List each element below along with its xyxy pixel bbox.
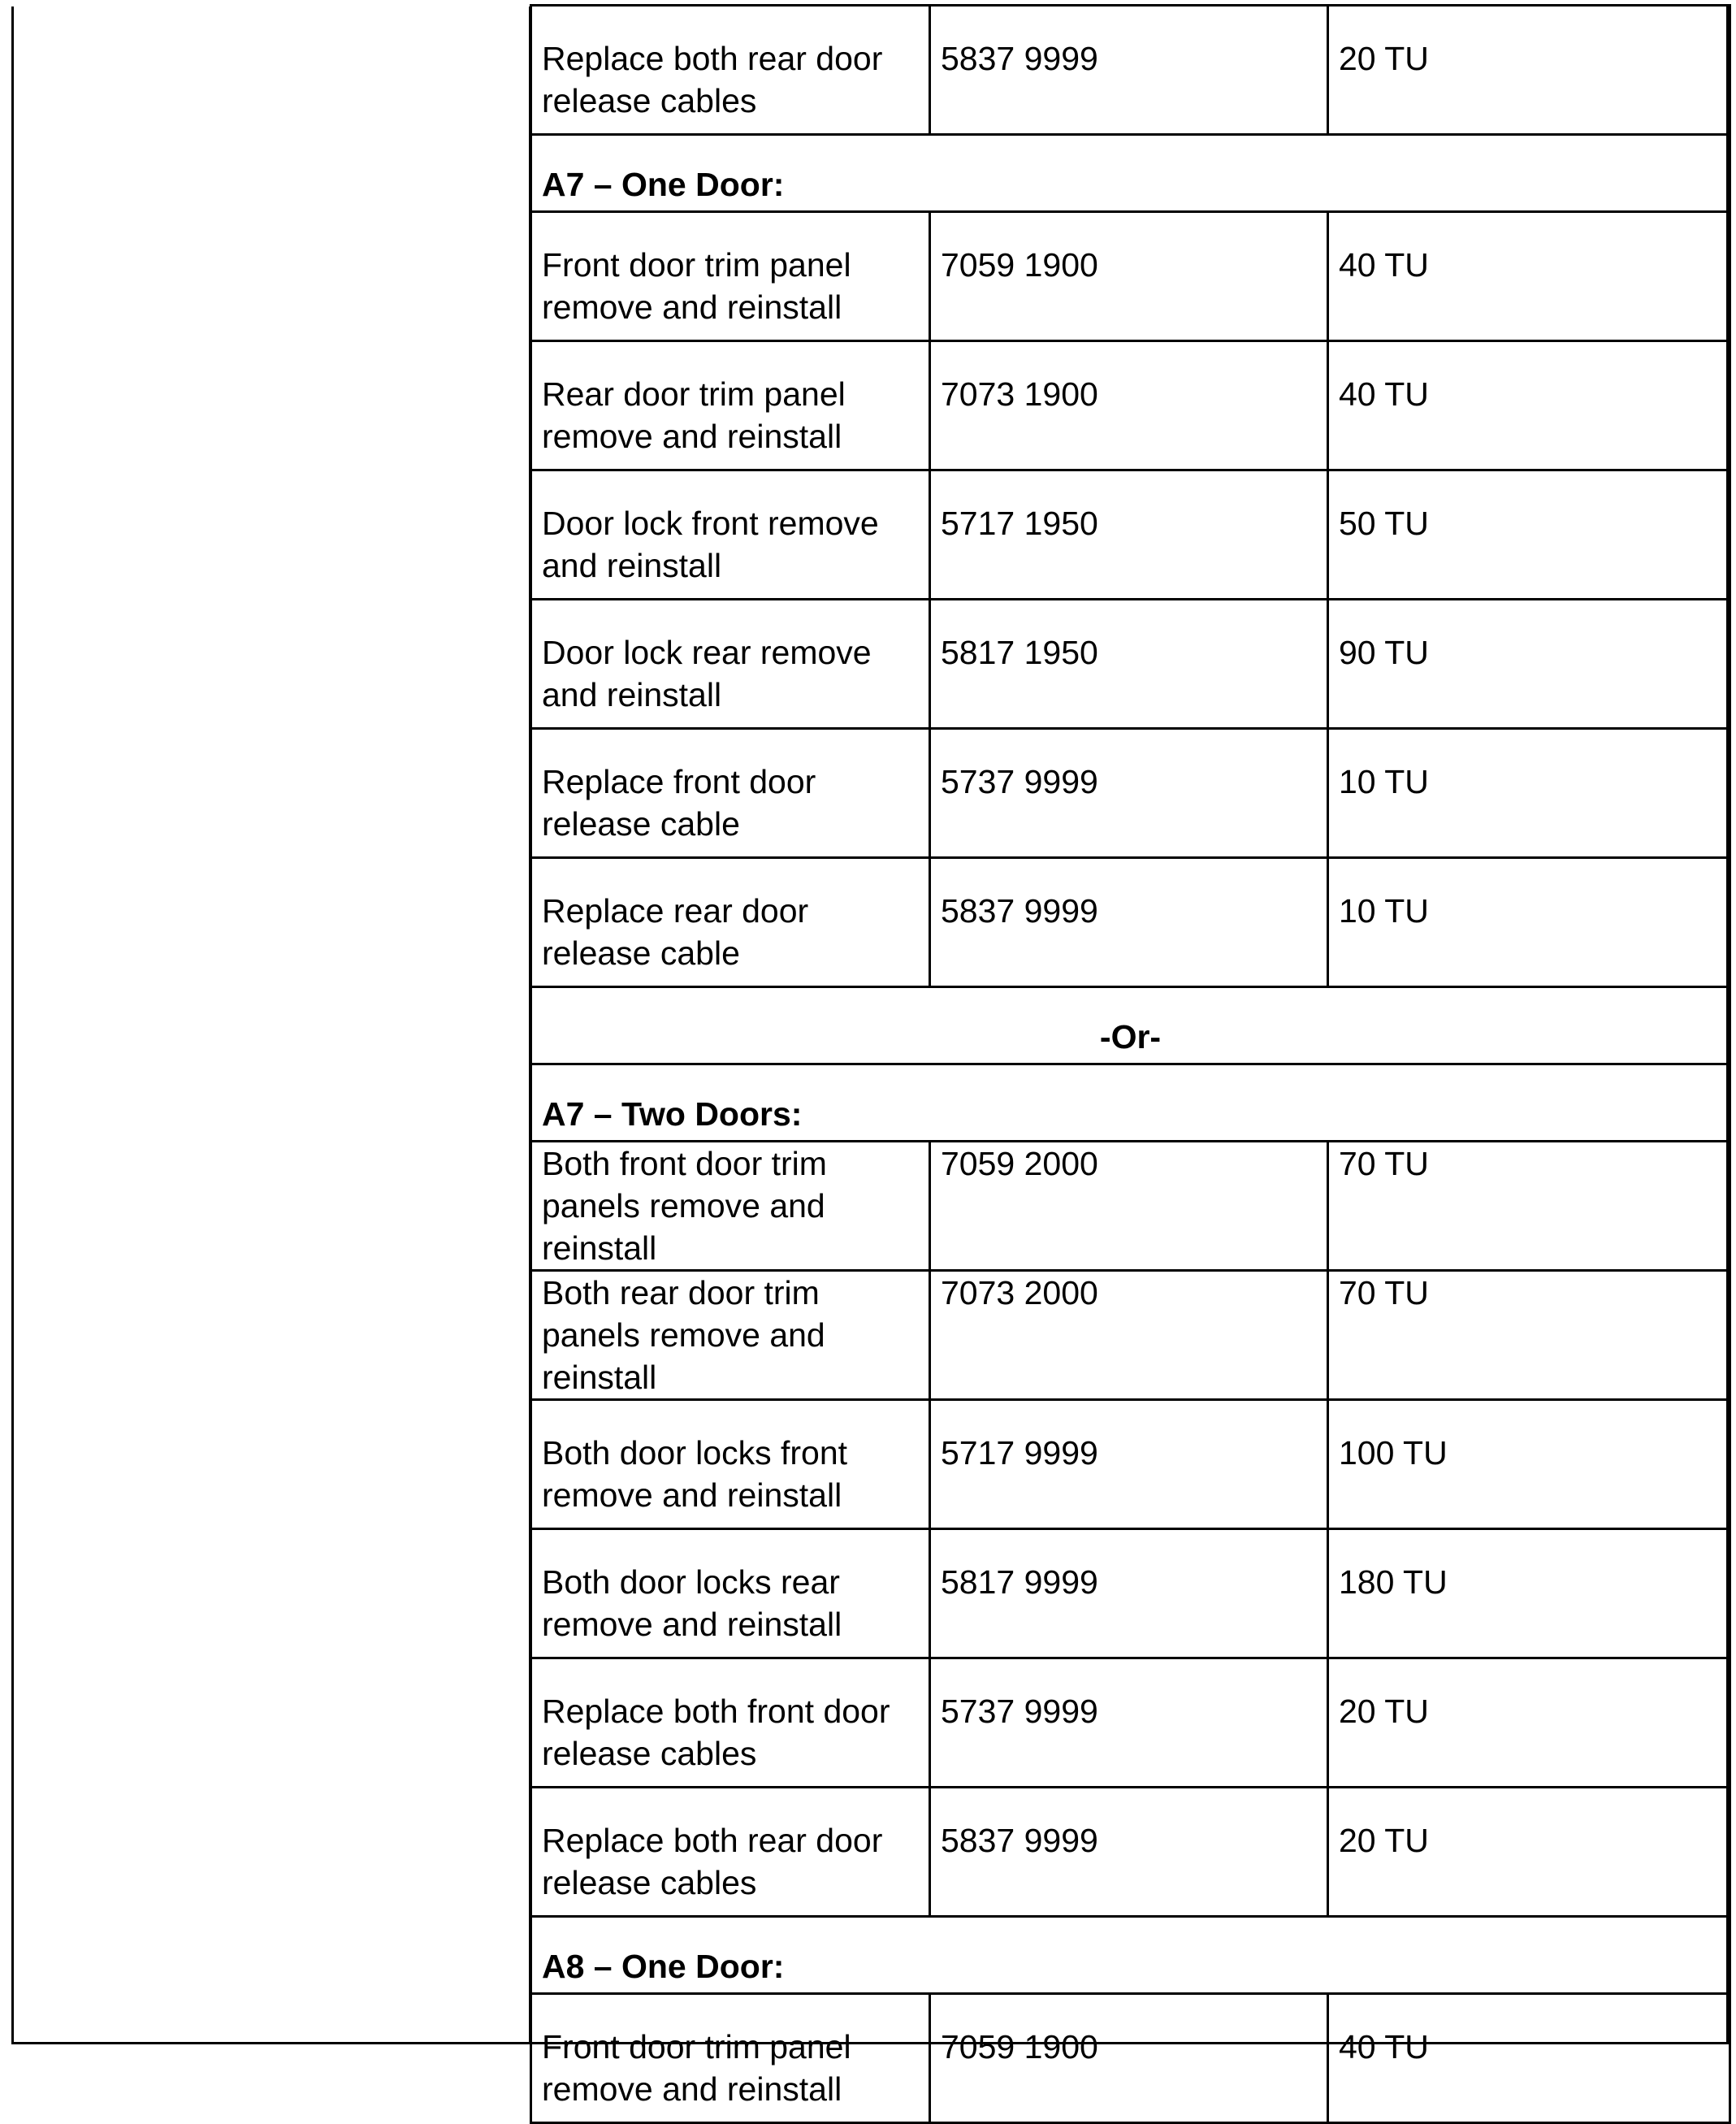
table-row	[531, 1658, 1730, 1788]
time-units: 10 TU	[1328, 858, 1730, 987]
time-units: 40 TU	[1328, 341, 1730, 470]
operation-code: 5837 9999	[930, 858, 1328, 987]
section-heading: A7 – Two Doors:	[531, 1064, 1730, 1142]
table-row	[531, 1529, 1730, 1658]
time-units: 40 TU	[1328, 1994, 1730, 2123]
time-units: 100 TU	[1328, 1400, 1730, 1529]
section-heading-row	[531, 1917, 1730, 1994]
operation-description: Replace rear door release cable	[531, 858, 930, 987]
operation-code: 5817 9999	[930, 1529, 1328, 1658]
table-row	[531, 6, 1730, 135]
labor-time-table-body	[531, 6, 1730, 2123]
section-heading-row	[531, 135, 1730, 212]
time-units: 10 TU	[1328, 729, 1730, 858]
operation-code: 7073 1900	[930, 341, 1328, 470]
section-heading: A8 – One Door:	[531, 1917, 1730, 1994]
or-separator-row	[531, 987, 1730, 1064]
operation-description: Replace both front door release cables	[531, 1658, 930, 1788]
time-units: 40 TU	[1328, 212, 1730, 341]
operation-description: Front door trim panel remove and reinstall	[531, 212, 930, 341]
operation-description: Door lock front remove and reinstall	[531, 470, 930, 600]
table-row	[531, 1271, 1730, 1400]
left-empty-column	[11, 7, 531, 2044]
table-row	[531, 1788, 1730, 1917]
operation-code: 5817 1950	[930, 600, 1328, 729]
section-heading-row	[531, 1064, 1730, 1142]
operation-description: Door lock rear remove and reinstall	[531, 600, 930, 729]
section-heading: A7 – One Door:	[531, 135, 1730, 212]
time-units: 20 TU	[1328, 1658, 1730, 1788]
operation-description: Both rear door trim panels remove and reinstall	[531, 1271, 930, 1400]
operation-description: Replace both rear door release cables	[531, 6, 930, 135]
time-units: 50 TU	[1328, 470, 1730, 600]
operation-code: 7059 2000	[930, 1142, 1328, 1271]
table-row	[531, 729, 1730, 858]
table-row	[531, 341, 1730, 470]
time-units: 20 TU	[1328, 6, 1730, 135]
operation-description: Replace front door release cable	[531, 729, 930, 858]
table-row	[531, 212, 1730, 341]
time-units: 70 TU	[1328, 1271, 1730, 1400]
table-row	[531, 1400, 1730, 1529]
or-separator: -Or-	[531, 987, 1730, 1064]
time-units: 20 TU	[1328, 1788, 1730, 1917]
operation-description: Replace both rear door release cables	[531, 1788, 930, 1917]
operation-description: Both front door trim panels remove and reinstall	[531, 1142, 930, 1271]
operation-code: 5717 1950	[930, 470, 1328, 600]
operation-description: Rear door trim panel remove and reinstall	[531, 341, 930, 470]
time-units: 70 TU	[1328, 1142, 1730, 1271]
time-units: 180 TU	[1328, 1529, 1730, 1658]
operation-description: Front door trim panel remove and reinstall	[531, 1994, 930, 2123]
operation-code: 5717 9999	[930, 1400, 1328, 1529]
table-row	[531, 600, 1730, 729]
operation-description: Both door locks front remove and reinstall	[531, 1400, 930, 1529]
operation-code: 5837 9999	[930, 1788, 1328, 1917]
operation-code: 5837 9999	[930, 6, 1328, 135]
labor-time-table	[530, 4, 1731, 2124]
operation-code: 7059 1900	[930, 212, 1328, 341]
operation-code: 7059 1900	[930, 1994, 1328, 2123]
table-row	[531, 858, 1730, 987]
operation-code: 5737 9999	[930, 729, 1328, 858]
operation-code: 5737 9999	[930, 1658, 1328, 1788]
operation-description: Both door locks rear remove and reinstall	[531, 1529, 930, 1658]
table-row	[531, 470, 1730, 600]
time-units: 90 TU	[1328, 600, 1730, 729]
table-row	[531, 1142, 1730, 1271]
table-row	[531, 1994, 1730, 2123]
operation-code: 7073 2000	[930, 1271, 1328, 1400]
